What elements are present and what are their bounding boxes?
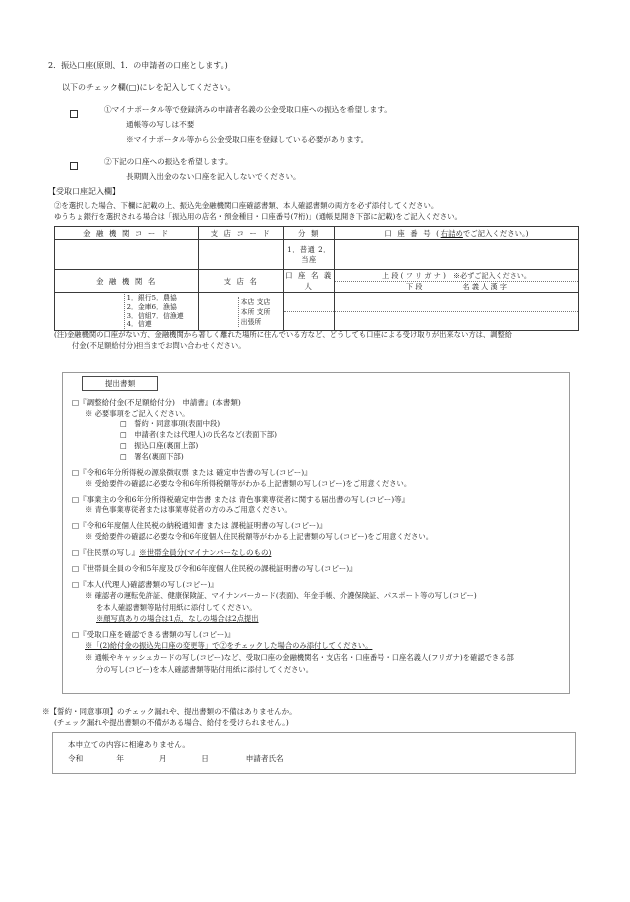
doc-item-residence-certificate[interactable] <box>72 548 564 559</box>
bank-code-input[interactable] <box>55 240 199 270</box>
warning-line-2: (チェック漏れや提出書類の不備がある場合、給付を受けられません。) <box>54 718 289 728</box>
doc-check-1[interactable]: □ 誓約・同意事項(表面中段) <box>120 419 221 428</box>
section-2-transfer-account <box>48 60 588 182</box>
option-2-label: ②下記の口座への振込を希望します。 <box>104 157 233 166</box>
header-account-number-prefix: 口 座 番 号 ( <box>384 228 441 238</box>
header-account-number <box>335 227 579 240</box>
header-kana-bottom-right: 名 義 人 漢 字 <box>462 281 507 291</box>
doc-sub-label-2: を本人確認書類等貼付用紙に添付してください。 <box>96 602 257 612</box>
branch-type-2: 本所 支所 <box>240 307 271 316</box>
bank-type-1: 1．銀行5．農協 <box>126 294 177 303</box>
submission-documents-title: 提出書類 <box>82 376 158 391</box>
header-account-holder: 口 座 名 義 人 <box>285 271 333 291</box>
doc-sub-underlined: ※顔写真ありの場合は1点、なしの場合は2点提出 <box>96 614 259 624</box>
doc-check-3[interactable]: □ 振込口座(裏面上部) <box>120 440 199 450</box>
signature-date-row[interactable] <box>68 753 284 764</box>
table-header-row <box>55 227 579 240</box>
doc-main-plain: □『住民票の写し』 <box>72 547 140 557</box>
applicant-name-label: 申請者氏名 <box>245 754 284 763</box>
branch-type-3: 出張所 <box>240 317 262 326</box>
doc-main-label[interactable]: □『調整給付金(不足額給付分) 申請書』(本書類) <box>72 398 241 407</box>
header-branch-code: 支 店 コ ー ド <box>199 227 284 240</box>
warning-line-1: ※【誓約・同意事項】のチェック漏れや、提出書類の不備はありませんか。 <box>42 707 297 716</box>
header-account-number-suffix: でご記入ください。) <box>462 228 529 238</box>
header-kana-top: 上 段 ( フ リ ガ ナ ) ※必ずご記入ください。 <box>335 271 578 282</box>
doc-main-label[interactable]: □『受取口座を確認できる書類の写し(コピー)』 <box>72 630 235 640</box>
doc-main-label[interactable]: □『世帯員全員の令和5年度及び令和6年度個人住民税の課税証明書の写し(コピー)』 <box>72 563 357 573</box>
branch-code-input[interactable] <box>199 240 284 270</box>
header-kana-bottom <box>335 282 578 292</box>
doc-main-label[interactable]: □『本人(代理人)確認書類の写し(コピー)』 <box>72 580 218 590</box>
era-label: 令和 <box>68 754 84 763</box>
doc-sub-label-2: 分の写し(コピー)を本人確認書類等貼付用紙に添付してください。 <box>96 664 314 674</box>
submission-documents-list <box>72 398 564 680</box>
doc-item-application-form[interactable] <box>72 398 564 463</box>
checkbox-icon[interactable] <box>70 110 78 118</box>
header-branch-name: 支 店 名 <box>199 270 284 293</box>
doc-sub-label: ※ 必要事項をご記入ください。 <box>85 408 190 418</box>
doc-sub-label: ※ 受給要件の確認に必要な令和6年度個人住民税額等がわかる上記書類の写し(コピー)をご用意ください。 <box>85 531 434 541</box>
option-2-row[interactable] <box>48 156 588 182</box>
month-label: 月 <box>158 754 167 763</box>
section-2-heading: 2．振込口座(原則、1．の申請者の口座とします。) <box>48 61 228 70</box>
receive-account-note-1: ②を選択した場合、下欄に記載の上、振込先金融機関口座確認書類、本人確認書類の両方を必ず添付してください。 <box>54 201 439 210</box>
section-2-instruction: 以下のチェック欄(□)にレを記入してください。 <box>62 83 236 92</box>
checkbox-icon[interactable] <box>70 162 78 170</box>
account-holder-input[interactable] <box>284 293 335 331</box>
doc-main-underlined: ※世帯全員分(マイナンバーなしのもの) <box>139 547 272 557</box>
bank-type-options[interactable] <box>124 294 198 329</box>
option-2-checkbox-cell[interactable] <box>48 156 104 175</box>
table-footnote-line-1: (注)金融機関の口座がない方、金融機関から著しく離れた場所に住んでいる方など、どうしても口座による受け取りが出来ない方は、調整給 <box>54 330 513 339</box>
bank-account-table <box>54 226 579 331</box>
header-account-kind: 分 類 <box>284 227 335 240</box>
table-footnote <box>54 330 588 352</box>
option-1-sub-2: ※マイナポータル等から公金受取口座を登録している必要があります。 <box>126 135 369 144</box>
bank-type-3: 3．信組7．信漁連 <box>126 311 184 320</box>
branch-type-options[interactable] <box>238 297 283 327</box>
option-2-sub-1: 長期間入出金のない口座を記入しないでください。 <box>126 172 301 181</box>
option-1-label: ①マイナポータル等で登録済みの申請者名義の公金受取口座への振込を希望します。 <box>104 105 392 114</box>
receive-account-notes <box>54 200 590 222</box>
account-holder-name-input[interactable] <box>335 293 579 331</box>
doc-check-4[interactable]: □ 署名(裏面下部) <box>120 451 184 461</box>
doc-main-label[interactable]: □『令和6年分所得税の源泉徴収票 または 確定申告書の写し(コピー)』 <box>72 468 312 478</box>
signature-statement: 本申立ての内容に相違ありません。 <box>68 740 190 749</box>
receive-account-note-2: ゆうちょ銀行を選択される場合は「振込用の店名・預金種目・口座番号(7桁)」(通帳見開き下部に記載)をご記入ください。 <box>54 212 462 222</box>
doc-item-resident-tax-notice[interactable] <box>72 521 564 542</box>
bank-name-input[interactable] <box>55 293 199 331</box>
option-1-checkbox-cell[interactable] <box>48 104 104 123</box>
bank-type-4: 4．信連 <box>126 320 152 329</box>
account-kind-options[interactable]: 1．普通 2．当座 <box>284 240 335 270</box>
doc-item-household-tax-certificate[interactable] <box>72 564 564 575</box>
doc-sub-label: ※ 受給要件の確認に必要な令和6年所得税額等がわかる上記書類の写し(コピー)をご用意ください。 <box>85 478 412 488</box>
doc-item-account-verification[interactable] <box>72 630 564 675</box>
account-number-input[interactable] <box>335 240 579 270</box>
doc-item-identity-verification[interactable] <box>72 580 564 625</box>
doc-item-withholding-slip[interactable] <box>72 468 564 489</box>
doc-sub-label: ※ 青色事業専従者または事業専従者の方のみご用意ください。 <box>85 505 292 515</box>
table-entry-row[interactable] <box>55 240 579 270</box>
branch-type-1: 本店 支店 <box>240 297 271 306</box>
day-label: 日 <box>201 754 209 763</box>
bank-type-2: 2．金庫6．漁協 <box>126 302 177 311</box>
year-label: 年 <box>116 754 125 763</box>
header-kana-bottom-left: 下 段 <box>406 281 423 291</box>
header-bank-name: 金 融 機 関 名 <box>55 270 199 293</box>
doc-sub-label-1: ※ 確認者の運転免許証、健康保険証、マイナンバーカード(表面)、年金手帳、介護保険証、パスポート等の写し(コピー) <box>85 590 477 600</box>
table-name-entry-row[interactable] <box>55 293 579 331</box>
doc-sub-label-1: ※ 通帳やキャッシュカードの写し(コピー)など、受取口座の金融機関名・支店名・口座番号・口座名義人(フリガナ)を確認できる部 <box>85 652 514 662</box>
branch-name-input[interactable] <box>199 293 284 331</box>
table-name-header-row <box>55 270 579 293</box>
warning-notice <box>42 706 587 729</box>
doc-main-label[interactable]: □『令和6年度個人住民税の納税通知書 または 課税証明書の写し(コピー)』 <box>72 521 327 531</box>
table-footnote-line-2: 付金(不足額給付分)担当までお問い合わせください。 <box>72 340 246 350</box>
doc-main-label[interactable]: □『事業主の令和6年分所得税確定申告書 または 青色事業専従者に関する届出書の写し(コピー)等』 <box>72 494 410 504</box>
receive-account-heading: 【受取口座記入欄】 <box>48 187 120 196</box>
header-kana-block <box>335 270 579 293</box>
header-bank-code: 金 融 機 関 コ ー ド <box>55 227 199 240</box>
option-1-row[interactable] <box>48 104 588 145</box>
header-account-number-underline: 右詰め <box>440 228 463 238</box>
doc-sub-underlined: ※「(2)給付金の振込先口座の変更等」で②をチェックした場合のみ添付してください。 <box>85 640 373 650</box>
doc-item-business-owner-return[interactable] <box>72 495 564 516</box>
doc-main-label[interactable] <box>72 548 564 559</box>
option-1-sub-1: 通帳等の写しは不要 <box>126 120 195 129</box>
doc-check-2[interactable]: □ 申請者(または代理人)の氏名など(表面下部) <box>120 429 277 439</box>
